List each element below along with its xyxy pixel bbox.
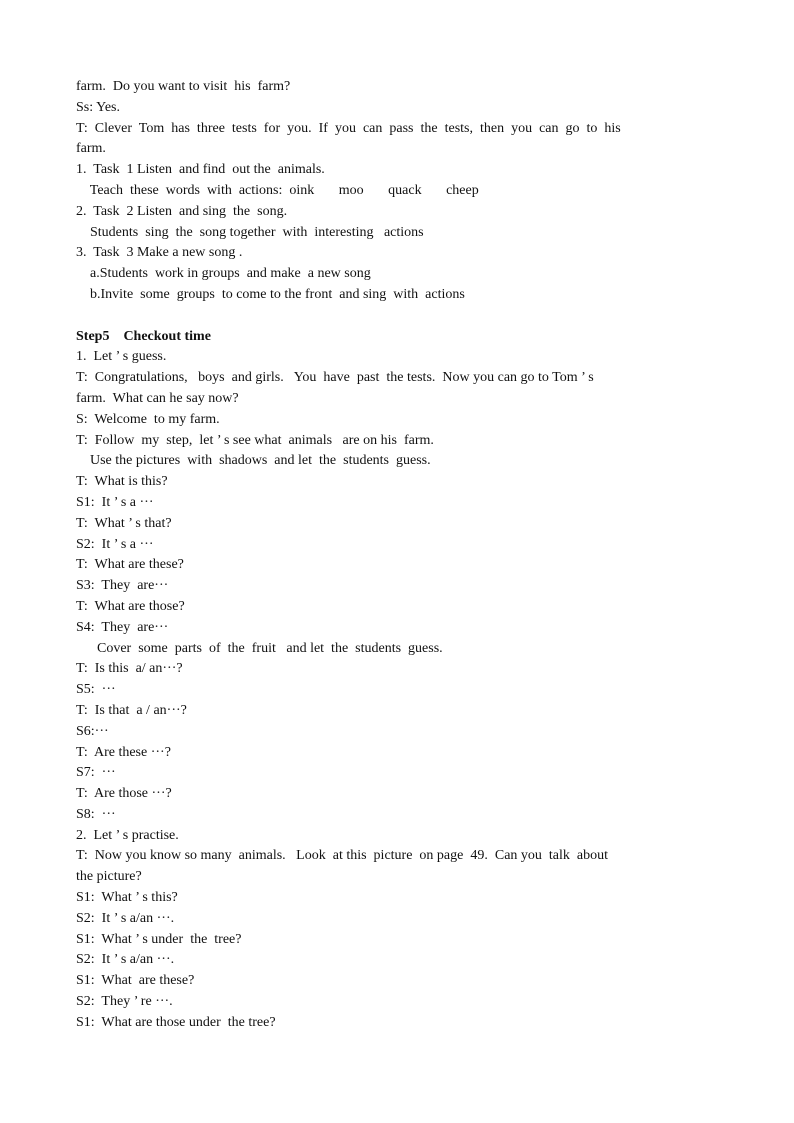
text-line: S2: It ’ s a/an ···. (76, 952, 175, 968)
text-line: 1. Task 1 Listen and find out the animals. (76, 162, 325, 178)
text-line: Teach these words with actions: oink moo quack cheep (76, 182, 479, 198)
text-line: 3. Task 3 Make a new song . (76, 245, 243, 261)
text-line: T: Are those ···? (76, 786, 172, 802)
text-line: T: What are these? (76, 557, 184, 573)
text-line: T: What is this? (76, 474, 168, 490)
text-line: S4: They are··· (76, 619, 169, 635)
text-line: T: What are those? (76, 598, 185, 614)
text-line: T: Now you know so many animals. Look at this picture on page 49. Can you talk about (76, 848, 608, 864)
text-line: T: Is that a / an···? (76, 702, 187, 718)
text-line: a.Students work in groups and make a new song (76, 266, 371, 282)
text-line: T: Follow my step, let ’ s see what animals are on his farm. (76, 432, 434, 448)
text-line: 1. Let ’ s guess. (76, 349, 167, 365)
text-line: farm. (76, 141, 106, 157)
document-body (76, 77, 646, 1034)
text-line: farm. What can he say now? (76, 390, 239, 406)
text-line: S2: It ’ s a ··· (76, 536, 154, 552)
text-line: S1: What are these? (76, 973, 195, 989)
text-line: T: Are these ···? (76, 744, 171, 760)
text-line: Ss: Yes. (76, 99, 120, 115)
text-line: 2. Let ’ s practise. (76, 827, 179, 843)
text-line: T: Is this a/ an···? (76, 661, 183, 677)
text-line: T: What ’ s that? (76, 515, 172, 531)
text-line: S1: It ’ s a ··· (76, 494, 154, 510)
text-line: b.Invite some groups to come to the front and sing with actions (76, 286, 465, 302)
text-line: S3: They are··· (76, 578, 169, 594)
text-line: Students sing the song together with interesting actions (76, 224, 424, 240)
text-line: S5: ··· (76, 682, 116, 698)
text-line: S1: What are those under the tree? (76, 1014, 276, 1030)
text-line: S: Welcome to my farm. (76, 411, 220, 427)
text-line: Cover some parts of the fruit and let the students guess. (76, 640, 443, 656)
text-line: S1: What ’ s under the tree? (76, 931, 242, 947)
text-line: Use the pictures with shadows and let the students guess. (76, 453, 431, 469)
text-line: the picture? (76, 869, 142, 885)
text-line: S1: What ’ s this? (76, 890, 178, 906)
text-line: S8: ··· (76, 806, 116, 822)
text-line: S6:··· (76, 723, 109, 739)
text-line: 2. Task 2 Listen and sing the song. (76, 203, 288, 219)
text-line: T: Clever Tom has three tests for you. If you can pass the tests, then you can go to his (76, 120, 621, 136)
text-line: T: Congratulations, boys and girls. You have past the tests. Now you can go to Tom ’ s (76, 370, 594, 386)
section-heading: Step5 Checkout time (76, 328, 211, 344)
blank-line (76, 306, 646, 327)
text-line: farm. Do you want to visit his farm? (76, 79, 291, 94)
text-line: S7: ··· (76, 765, 116, 781)
text-line: S2: It ’ s a/an ···. (76, 910, 175, 926)
text-line: S2: They ’ re ···. (76, 994, 173, 1010)
